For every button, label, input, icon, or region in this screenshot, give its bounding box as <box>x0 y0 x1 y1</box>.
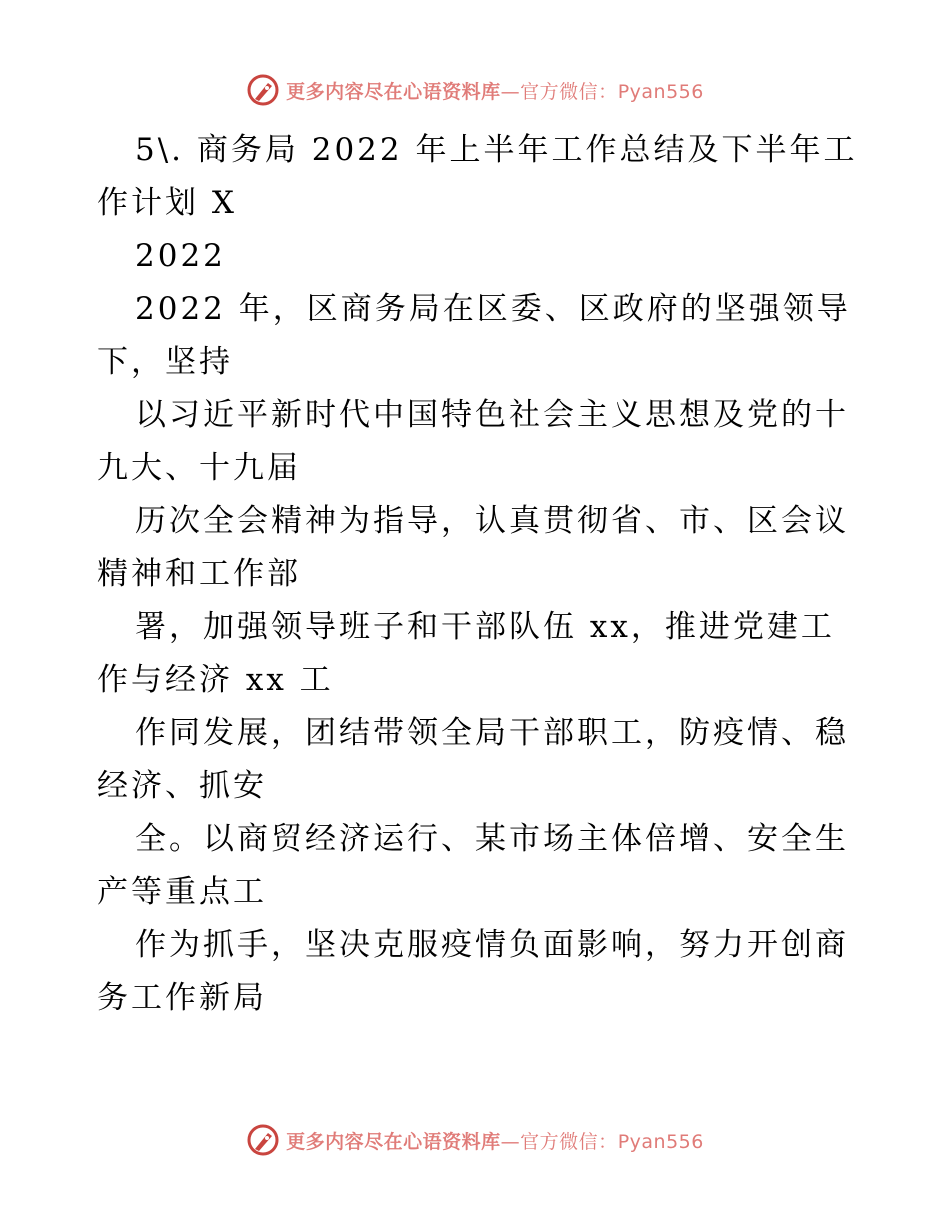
doc-line: 九大、十九届 <box>97 450 301 486</box>
pen-nib-circle-icon <box>246 1123 280 1157</box>
doc-line: 作与经济 xx 工 <box>97 662 334 698</box>
header-watermark <box>0 70 950 110</box>
doc-line: 署，加强领导班子和干部队伍 xx，推进党建工 <box>135 609 835 645</box>
watermark-id: Pyan556 <box>617 1130 704 1153</box>
watermark-primary: 更多内容尽在心语资料库 <box>286 80 501 103</box>
doc-line: 务工作新局 <box>97 980 267 1016</box>
doc-line: 全。以商贸经济运行、某市场主体倍增、安全生 <box>135 821 849 857</box>
watermark-primary: 更多内容尽在心语资料库 <box>286 1130 501 1153</box>
document-body <box>97 124 857 1025</box>
watermark-id: Pyan556 <box>617 80 704 103</box>
doc-line: 2022 年，区商务局在区委、区政府的坚强领导 <box>135 291 851 327</box>
doc-line: 2022 <box>135 238 226 274</box>
doc-line: 5\. 商务局 2022 年上半年工作总结及下半年工 <box>135 132 858 168</box>
watermark-text <box>286 77 704 104</box>
watermark-dash: — <box>500 80 521 103</box>
doc-line: 历次全会精神为指导，认真贯彻省、市、区会议 <box>135 503 849 539</box>
doc-line: 经济、抓安 <box>97 768 267 804</box>
doc-line: 作计划 X <box>97 185 237 221</box>
doc-line: 以习近平新时代中国特色社会主义思想及党的十 <box>135 397 849 433</box>
watermark-dash: — <box>500 1130 521 1153</box>
doc-line: 作同发展，团结带领全局干部职工，防疫情、稳 <box>135 715 849 751</box>
doc-line: 下，坚持 <box>97 344 233 380</box>
pen-nib-circle-icon <box>246 73 280 107</box>
doc-line: 作为抓手，坚决克服疫情负面影响，努力开创商 <box>135 927 849 963</box>
watermark-text <box>286 1127 704 1154</box>
watermark-secondary: 官方微信： <box>520 1130 618 1153</box>
doc-line: 精神和工作部 <box>97 556 301 592</box>
doc-line: 产等重点工 <box>97 874 267 910</box>
footer-watermark <box>0 1120 950 1160</box>
watermark-secondary: 官方微信： <box>520 80 618 103</box>
